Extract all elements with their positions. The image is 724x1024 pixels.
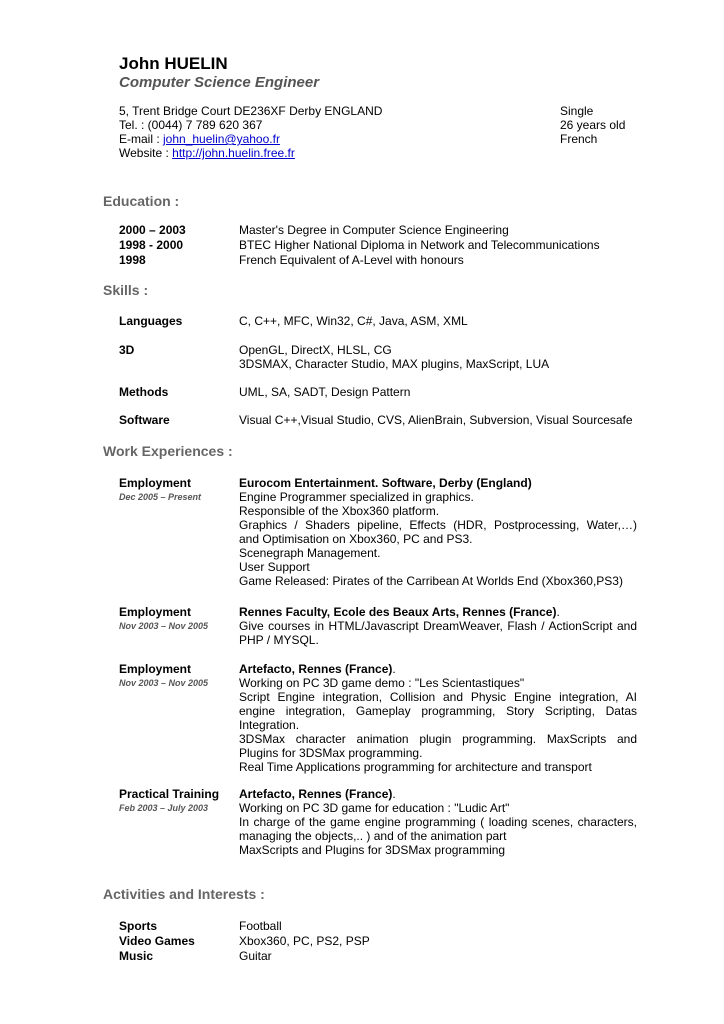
job-details <box>239 787 637 857</box>
job-line: Scenegraph Management. <box>239 546 381 560</box>
job-line: Graphics / Shaders pipeline, Effects (HDR, Postprocessing, Water,…) <box>239 518 637 532</box>
website-line <box>119 146 382 160</box>
skill-line: Visual C++,Visual Studio, CVS, AlienBrain, Subversion, Visual Sourcesafe <box>239 413 633 427</box>
job-type-label: Employment <box>119 662 192 676</box>
education-year: 1998 - 2000 <box>119 238 184 252</box>
education-desc: French Equivalent of A-Level with honours <box>239 253 464 267</box>
job-details <box>239 476 637 588</box>
job-line: Engine Programmer specialized in graphics. <box>239 490 474 504</box>
activity-label: Sports <box>119 919 158 933</box>
job-line: Real Time Applications programming for architecture and transport <box>239 760 592 774</box>
activity-value: Football <box>239 919 282 933</box>
skill-line: C, C++, MFC, Win32, C#, Java, ASM, XML <box>239 314 468 328</box>
job-company-name: Artefacto, Rennes (France) <box>239 787 393 801</box>
skill-label: 3D <box>119 343 135 357</box>
activity-value: Guitar <box>239 949 272 963</box>
job-line: Responsible of the Xbox360 platform. <box>239 504 440 518</box>
skill-value <box>239 413 633 427</box>
job-company-suffix: . <box>392 662 396 676</box>
education-heading: Education : <box>103 193 180 209</box>
job-company <box>239 662 637 676</box>
job-company <box>239 476 637 490</box>
skill-line: UML, SA, SADT, Design Pattern <box>239 385 411 399</box>
activity-values <box>239 919 370 964</box>
skill-label: Methods <box>119 385 169 399</box>
job-line: engine integration, Gameplay programming, Story Scripting, Datas <box>239 704 637 718</box>
contact-block <box>119 104 382 160</box>
skill-value <box>239 385 410 399</box>
job-dates: Nov 2003 – Nov 2005 <box>119 621 209 631</box>
website-link[interactable]: http://john.huelin.free.fr <box>172 146 295 160</box>
address: 5, Trent Bridge Court DE236XF Derby ENGLAND <box>119 104 383 118</box>
job-type <box>119 662 208 688</box>
job-company <box>239 605 637 619</box>
education-desc: BTEC Higher National Diploma in Network and Telecommunications <box>239 238 600 252</box>
candidate-title: Computer Science Engineer <box>119 74 320 91</box>
job-company-suffix: . <box>392 787 396 801</box>
job-details <box>239 605 637 647</box>
job-line: Plugins for 3DSMax programming. <box>239 746 423 760</box>
job-type-label: Employment <box>119 476 192 490</box>
personal-info <box>560 104 625 146</box>
education-year: 1998 <box>119 253 146 267</box>
candidate-name: John HUELIN <box>119 54 228 73</box>
website-label: Website : <box>119 146 173 160</box>
education-years <box>119 223 186 268</box>
job-dates: Feb 2003 – July 2003 <box>119 803 209 813</box>
job-line: Working on PC 3D game for education : "Ludic Art" <box>239 801 510 815</box>
skill-value <box>239 314 468 328</box>
job-line: PHP / MYSQL. <box>239 633 319 647</box>
job-type <box>119 476 201 502</box>
job-type <box>119 605 208 631</box>
job-type <box>119 787 219 813</box>
job-company-name: Eurocom Entertainment. Software, Derby (England) <box>239 476 532 490</box>
job-line: 3DSMax character animation plugin programming. MaxScripts and <box>239 732 637 746</box>
job-company <box>239 787 637 801</box>
job-type-label: Employment <box>119 605 192 619</box>
nationality: French <box>560 132 598 146</box>
education-descriptions <box>239 223 600 268</box>
marital-status: Single <box>560 104 594 118</box>
activity-value: Xbox360, PC, PS2, PSP <box>239 934 370 948</box>
work-heading: Work Experiences : <box>103 443 233 459</box>
skill-line: 3DSMAX, Character Studio, MAX plugins, MaxScript, LUA <box>239 357 550 371</box>
education-year: 2000 – 2003 <box>119 223 186 237</box>
skill-label: Languages <box>119 314 183 328</box>
job-dates: Dec 2005 – Present <box>119 492 202 502</box>
job-line: User Support <box>239 560 310 574</box>
education-desc: Master's Degree in Computer Science Engineering <box>239 223 509 237</box>
job-company-name: Artefacto, Rennes (France) <box>239 662 393 676</box>
job-line: Give courses in HTML/Javascript DreamWeaver, Flash / ActionScript and <box>239 619 637 633</box>
job-line: Working on PC 3D game demo : "Les Scientastiques" <box>239 676 525 690</box>
email-link[interactable]: john_huelin@yahoo.fr <box>163 132 280 146</box>
job-line: Game Released: Pirates of the Carribean At Worlds End (Xbox360,PS3) <box>239 574 623 588</box>
activity-label: Music <box>119 949 154 963</box>
job-line: and Optimisation on Xbox360, PC and PS3. <box>239 532 473 546</box>
job-line: managing the objects,.. ) and of the animation part <box>239 829 507 843</box>
job-company-suffix: . <box>556 605 560 619</box>
skills-heading: Skills : <box>103 282 149 298</box>
job-type-label: Practical Training <box>119 787 220 801</box>
job-dates: Nov 2003 – Nov 2005 <box>119 678 209 688</box>
age: 26 years old <box>560 118 626 132</box>
job-line: In charge of the game engine programming ( loading scenes, characters, <box>239 815 637 829</box>
job-line: MaxScripts and Plugins for 3DSMax programming <box>239 843 506 857</box>
activity-label: Video Games <box>119 934 195 948</box>
activity-labels <box>119 919 195 964</box>
job-line: Integration. <box>239 718 300 732</box>
activities-heading: Activities and Interests : <box>103 886 265 902</box>
skill-line: OpenGL, DirectX, HLSL, CG <box>239 343 392 357</box>
skill-label: Software <box>119 413 170 427</box>
job-line: Script Engine integration, Collision and Physic Engine integration, AI <box>239 690 637 704</box>
job-company-name: Rennes Faculty, Ecole des Beaux Arts, Rennes (France) <box>239 605 557 619</box>
email-label: E-mail : <box>119 132 164 146</box>
email-line <box>119 132 382 146</box>
job-details <box>239 662 637 774</box>
telephone: Tel. : (0044) 7 789 620 367 <box>119 118 263 132</box>
skill-value <box>239 343 549 371</box>
